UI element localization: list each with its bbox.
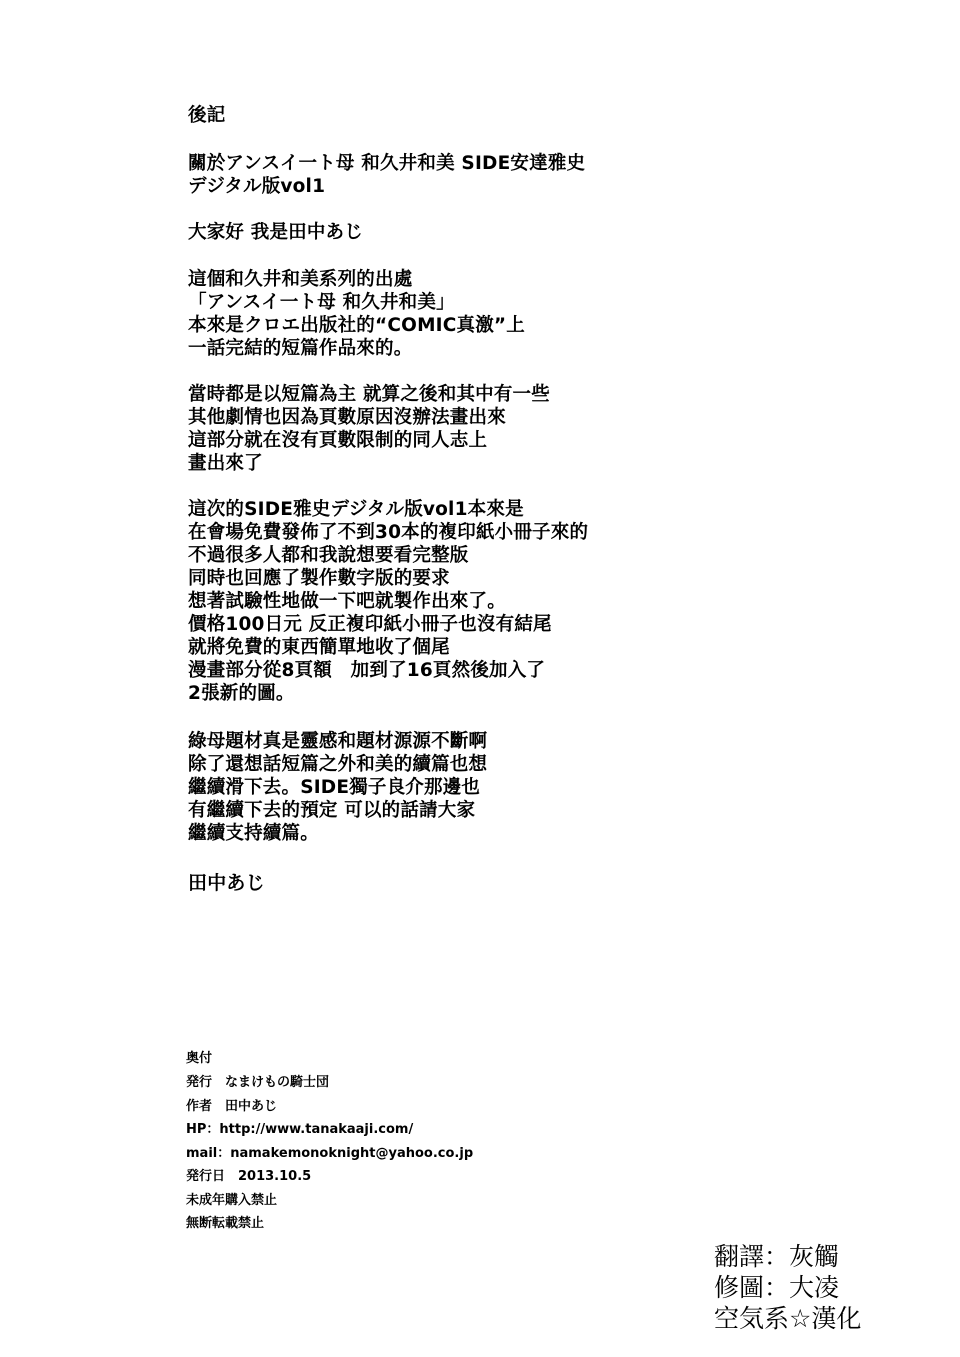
- colophon-author: 作者 田中あじ: [186, 1099, 278, 1114]
- paragraph-1-line: 「アンスイ一ト母 和久井和美」: [188, 292, 455, 313]
- paragraph-4-line: 綠母題材真是靈感和題材源源不斷啊: [188, 731, 488, 752]
- colophon-homepage: HP：http://www.tanakaaji.com/: [186, 1122, 414, 1137]
- paragraph-1-line: 這個和久井和美系列的出處: [188, 269, 413, 290]
- paragraph-3-line: 2張新的圖。: [188, 683, 295, 704]
- afterword-greeting: 大家好 我是田中あじ: [188, 222, 363, 243]
- paragraph-4-line: 繼續滑下去。SIDE獨子良介那邊也: [188, 777, 481, 798]
- colophon-date: 発行日 2013.10.5: [186, 1169, 312, 1184]
- paragraph-3-line: 價格100日元 反正複印紙小冊子也沒有結尾: [188, 614, 552, 635]
- paragraph-3-line: 這次的SIDE雅史デジタル版vol1本來是: [188, 499, 524, 520]
- colophon-notice: 無断転載禁止: [186, 1216, 265, 1231]
- paragraph-1-line: 本來是クロエ出版社的“COMIC真激”上: [188, 315, 525, 336]
- paragraph-3-line: 想著試驗性地做一下吧就製作出來了。: [188, 591, 506, 612]
- colophon-notice: 未成年購入禁止: [186, 1193, 278, 1208]
- paragraph-2-line: 當時都是以短篇為主 就算之後和其中有一些: [188, 384, 550, 405]
- paragraph-3-line: 同時也回應了製作數字版的要求: [188, 568, 450, 589]
- afterword-title-line: 關於アンスイ一ト母 和久井和美 SIDE安達雅史: [188, 153, 586, 174]
- colophon-mail: mail：namakemonoknight@yahoo.co.jp: [186, 1146, 474, 1161]
- colophon-heading: 奥付: [186, 1051, 213, 1066]
- paragraph-2-line: 畫出來了: [188, 453, 263, 474]
- colophon-publisher: 発行 なまけもの騎士団: [186, 1075, 330, 1090]
- paragraph-4-line: 除了還想話短篇之外和美的續篇也想: [188, 754, 488, 775]
- paragraph-2-line: 這部分就在沒有頁數限制的同人志上: [188, 430, 488, 451]
- paragraph-3-line: 在會場免費發佈了不到30本的複印紙小冊子來的: [188, 522, 589, 543]
- afterword-signature: 田中あじ: [188, 872, 265, 894]
- paragraph-4-line: 繼續支持續篇。: [188, 823, 319, 844]
- credit-editing: 修圖：大凌: [714, 1273, 840, 1302]
- paragraph-4-line: 有繼續下去的預定 可以的話請大家: [188, 800, 476, 821]
- credit-group: 空気系☆漢化: [714, 1304, 862, 1333]
- paragraph-3-line: 不過很多人都和我說想要看完整版: [188, 545, 469, 566]
- paragraph-2-line: 其他劇情也因為頁數原因沒辦法畫出來: [188, 407, 506, 428]
- afterword-title-line: デジタル版vol1: [188, 176, 326, 197]
- afterword-heading: 後記: [188, 105, 226, 126]
- paragraph-3-line: 漫畫部分從8頁額 加到了16頁然後加入了: [188, 660, 546, 681]
- credit-translation: 翻譯：灰觸: [714, 1242, 840, 1271]
- paragraph-1-line: 一話完結的短篇作品來的。: [188, 338, 413, 359]
- paragraph-3-line: 就將免費的東西簡單地收了個尾: [188, 637, 450, 658]
